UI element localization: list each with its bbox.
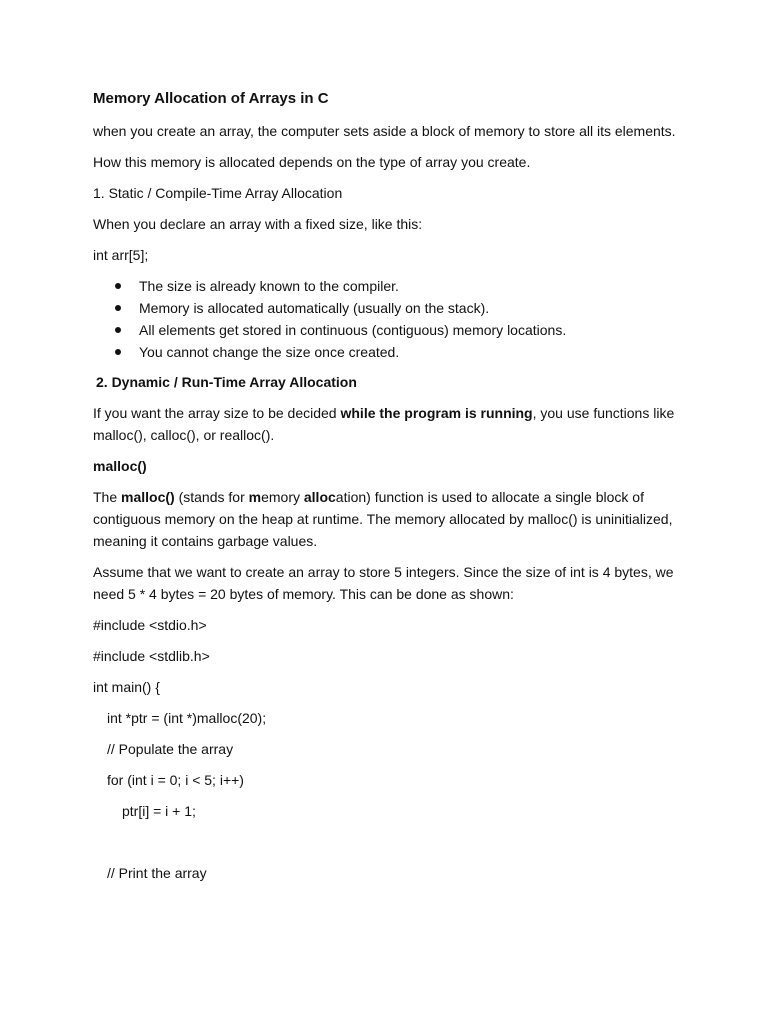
malloc-description: The malloc() (stands for memory allocation) function is used to allocate a single block of contiguous memory on the heap at runtime. The memory allocated by malloc() is uninitialized, meaning it contains garbage values. — [93, 489, 673, 549]
assume-paragraph: Assume that we want to create an array to store 5 integers. Since the size of int is 4 bytes, we need 5 * 4 bytes = 20 bytes of memory. This can be done as shown: — [93, 564, 674, 602]
section-1-text: When you declare an array with a fixed size, like this: — [93, 216, 423, 232]
bullet-text: The size is already known to the compiler. — [139, 278, 399, 294]
bullet-item — [139, 297, 683, 319]
code-line: for (int i = 0; i < 5; i++) — [107, 772, 244, 788]
intro-paragraph: when you create an array, the computer sets aside a block of memory to store all its elements. — [93, 123, 676, 139]
section-1-bullet-list — [93, 275, 683, 363]
code-line: // Print the array — [107, 865, 207, 881]
section-2-heading: 2. Dynamic / Run-Time Array Allocation — [96, 374, 357, 390]
code-line: #include <stdlib.h> — [93, 648, 210, 664]
code-line: int *ptr = (int *)malloc(20); — [107, 710, 267, 726]
bullet-item — [139, 319, 683, 341]
code-line: #include <stdio.h> — [93, 617, 207, 633]
malloc-heading: malloc() — [93, 458, 147, 474]
bullet-item — [139, 275, 683, 297]
intro-paragraph-2: How this memory is allocated depends on the type of array you create. — [93, 154, 531, 170]
bullet-icon — [115, 283, 121, 289]
blank-line — [93, 831, 683, 862]
bullet-item — [139, 341, 683, 363]
section-1-code: int arr[5]; — [93, 247, 149, 263]
bullet-icon — [115, 327, 121, 333]
bullet-text: All elements get stored in continuous (contiguous) memory locations. — [139, 322, 567, 338]
document-page — [93, 88, 683, 893]
bullet-icon — [115, 305, 121, 311]
section-2-text: If you want the array size to be decided while the program is running, you use functions like malloc(), calloc(), or realloc(). — [93, 405, 675, 443]
bullet-text: Memory is allocated automatically (usually on the stack). — [139, 300, 490, 316]
section-1-heading: 1. Static / Compile-Time Array Allocation — [93, 185, 343, 201]
bullet-icon — [115, 349, 121, 355]
code-block — [93, 614, 683, 884]
document-title: Memory Allocation of Arrays in C — [93, 90, 329, 107]
bullet-text: You cannot change the size once created. — [139, 344, 400, 360]
code-line: int main() { — [93, 679, 160, 695]
code-line: ptr[i] = i + 1; — [122, 803, 196, 819]
bold-phrase: while the program is running — [340, 405, 533, 421]
code-line: // Populate the array — [107, 741, 234, 757]
